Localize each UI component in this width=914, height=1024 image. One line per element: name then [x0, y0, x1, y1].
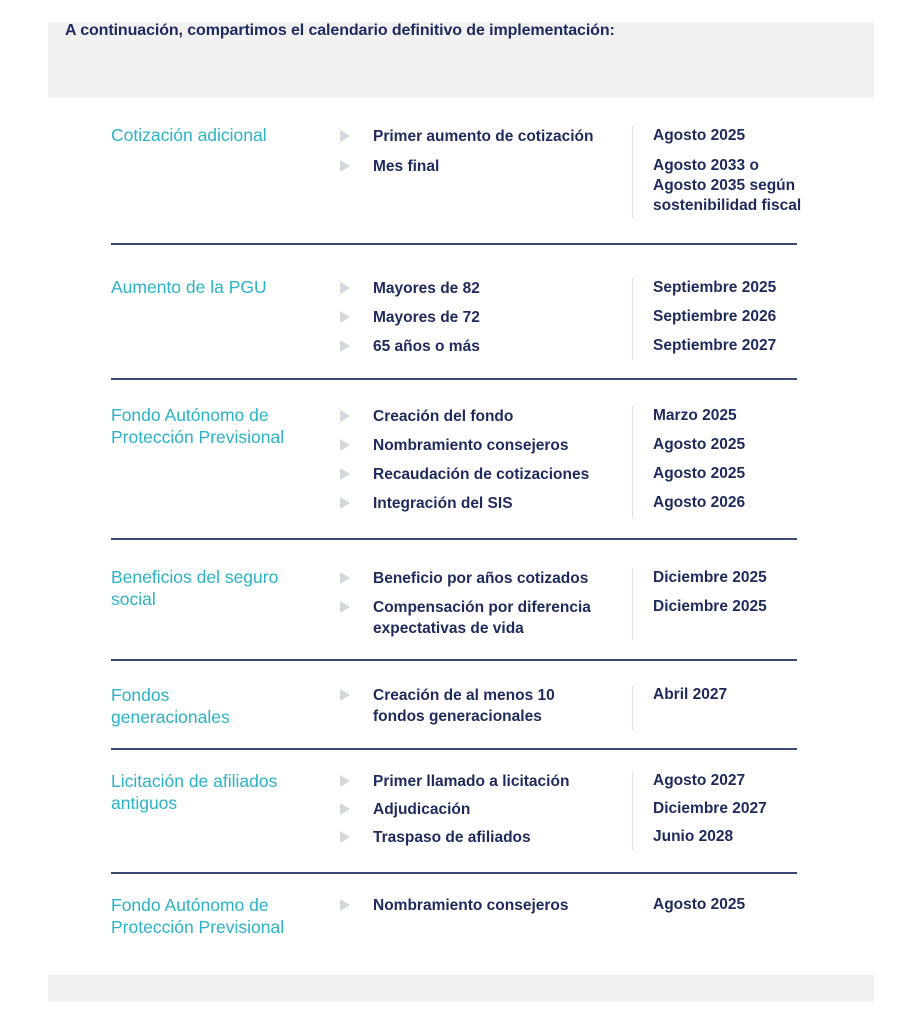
item-date: Septiembre 2026	[653, 308, 777, 325]
item-label: Mayores de 82	[373, 280, 480, 297]
item-date: Agosto 2025	[653, 127, 746, 144]
arrow-icon	[340, 689, 350, 701]
arrow-icon	[340, 468, 350, 480]
item-label: Mes final	[373, 158, 440, 175]
column-divider	[632, 772, 633, 850]
item-label: Nombramiento consejeros	[373, 897, 569, 914]
section-divider	[111, 243, 797, 245]
item-date: Agosto 2027	[653, 772, 746, 789]
item-date: Agosto 2025	[653, 896, 746, 913]
item-date: Septiembre 2025	[653, 279, 777, 296]
column-divider	[632, 406, 633, 518]
arrow-icon	[340, 340, 350, 352]
item-label: 65 años o más	[373, 338, 480, 355]
item-label: Primer aumento de cotización	[373, 128, 594, 145]
item-label: Creación de al menos 10 fondos generacionales	[373, 687, 555, 725]
item-label: Recaudación de cotizaciones	[373, 466, 590, 483]
item-label: Primer llamado a licitación	[373, 773, 570, 790]
section-divider	[111, 538, 797, 540]
arrow-icon	[340, 497, 350, 509]
arrow-icon	[340, 130, 350, 142]
intro-text: A continuación, compartimos el calendario definitivo de implementación:	[65, 22, 615, 39]
section-divider	[111, 659, 797, 661]
section-divider	[111, 748, 797, 750]
arrow-icon	[340, 410, 350, 422]
item-date: Diciembre 2025	[653, 569, 767, 586]
column-divider	[632, 126, 633, 218]
arrow-icon	[340, 601, 350, 613]
arrow-icon	[340, 803, 350, 815]
item-date: Diciembre 2027	[653, 800, 767, 817]
item-date: Junio 2028	[653, 828, 734, 845]
item-date: Agosto 2025	[653, 436, 746, 453]
section-category: Fondo Autónomo de Protección Previsional	[111, 405, 285, 447]
item-label: Mayores de 72	[373, 309, 480, 326]
section-category: Fondo Autónomo de Protección Previsional	[111, 895, 285, 937]
arrow-icon	[340, 899, 350, 911]
arrow-icon	[340, 160, 350, 172]
item-date: Diciembre 2025	[653, 598, 767, 615]
item-date: Abril 2027	[653, 686, 728, 703]
item-label: Compensación por diferencia expectativas de vida	[373, 599, 591, 637]
arrow-icon	[340, 311, 350, 323]
section-category: Fondos generacionales	[111, 685, 230, 727]
section-divider	[111, 378, 797, 380]
item-date: Agosto 2025	[653, 465, 746, 482]
section-category: Beneficios del seguro social	[111, 567, 279, 609]
footer-bar	[48, 975, 874, 1002]
arrow-icon	[340, 775, 350, 787]
item-label: Adjudicación	[373, 801, 471, 818]
item-label: Creación del fondo	[373, 408, 514, 425]
item-label: Beneficio por años cotizados	[373, 570, 589, 587]
section-category: Aumento de la PGU	[111, 277, 267, 297]
section-divider	[111, 872, 797, 874]
arrow-icon	[340, 572, 350, 584]
arrow-icon	[340, 439, 350, 451]
column-divider	[632, 686, 633, 730]
column-divider	[632, 278, 633, 360]
item-date: Septiembre 2027	[653, 337, 777, 354]
item-label: Nombramiento consejeros	[373, 437, 569, 454]
item-label: Traspaso de afiliados	[373, 829, 531, 846]
item-date: Agosto 2033 o Agosto 2035 según sostenibilidad fiscal	[653, 157, 802, 214]
section-category: Licitación de afiliados antiguos	[111, 771, 278, 813]
item-date: Agosto 2026	[653, 494, 746, 511]
item-label: Integración del SIS	[373, 495, 513, 512]
item-date: Marzo 2025	[653, 407, 737, 424]
arrow-icon	[340, 831, 350, 843]
section-category: Cotización adicional	[111, 125, 267, 145]
arrow-icon	[340, 282, 350, 294]
column-divider	[632, 568, 633, 640]
